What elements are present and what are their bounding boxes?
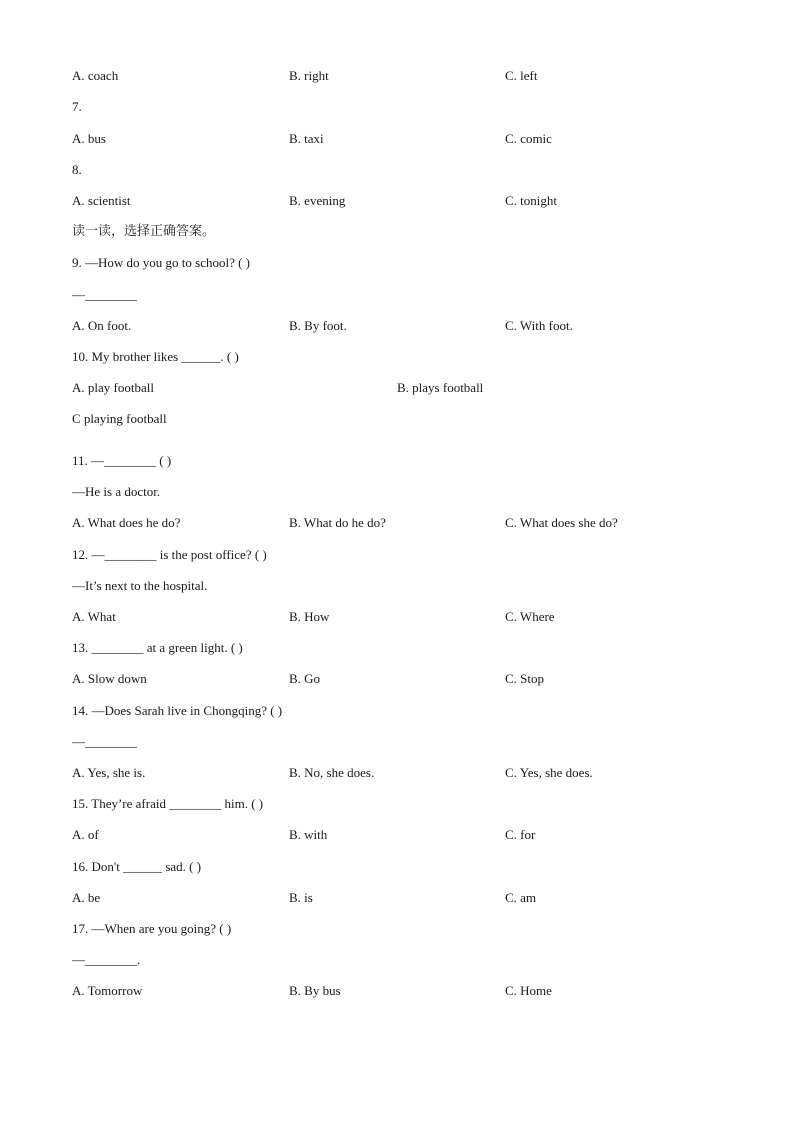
answer-option: B. right — [289, 68, 329, 83]
answer-option: C. tonight — [505, 193, 558, 208]
question-line: 16. Don't ______ sad. ( ) — [72, 859, 202, 874]
question-line: 11. —________ ( ) — [72, 453, 172, 468]
answer-option: A. scientist — [72, 193, 131, 208]
question-line: 17. —When are you going? ( ) — [72, 921, 232, 936]
answer-option: A. of — [72, 827, 99, 842]
answer-option: B. taxi — [289, 131, 324, 146]
question-line: 8. — [72, 162, 82, 177]
answer-option: A. Slow down — [72, 671, 147, 686]
answer-option: C. Stop — [505, 671, 545, 686]
question-line: —________. — [72, 952, 141, 967]
answer-option: B. Go — [289, 671, 321, 686]
answer-option: B. plays football — [397, 380, 484, 395]
answer-option: B. How — [289, 609, 330, 624]
answer-option: A. Tomorrow — [72, 983, 143, 998]
answer-option: C. for — [505, 827, 536, 842]
answer-option: B. By bus — [289, 983, 341, 998]
answer-option: A. On foot. — [72, 318, 132, 333]
question-line: 15. They’re afraid ________ him. ( ) — [72, 796, 264, 811]
answer-option: A. be — [72, 890, 101, 905]
answer-option: C. am — [505, 890, 537, 905]
question-line: 10. My brother likes ______. ( ) — [72, 349, 239, 364]
section-heading: 读一读，选择正确答案。 — [72, 224, 216, 239]
answer-option: B. with — [289, 827, 328, 842]
answer-option: A. Yes, she is. — [72, 765, 146, 780]
question-line: 9. —How do you go to school? ( ) — [72, 255, 251, 270]
answer-option: C. left — [505, 68, 538, 83]
answer-option: C. What does she do? — [505, 515, 618, 530]
question-line: 12. —________ is the post office? ( ) — [72, 547, 267, 562]
answer-option: A. play football — [72, 380, 154, 395]
question-line: 14. —Does Sarah live in Chongqing? ( ) — [72, 703, 283, 718]
answer-option: C. Home — [505, 983, 552, 998]
answer-option: C. Yes, she does. — [505, 765, 593, 780]
question-line: —________ — [72, 734, 137, 749]
answer-option: B. is — [289, 890, 313, 905]
question-line: 13. ________ at a green light. ( ) — [72, 640, 243, 655]
answer-option: B. No, she does. — [289, 765, 375, 780]
answer-option: A. coach — [72, 68, 119, 83]
question-line: —It’s next to the hospital. — [72, 578, 208, 593]
answer-option: A. What — [72, 609, 116, 624]
answer-option: B. By foot. — [289, 318, 347, 333]
answer-option: A. What does he do? — [72, 515, 181, 530]
answer-option: C. Where — [505, 609, 555, 624]
answer-option: C. comic — [505, 131, 552, 146]
answer-option: B. evening — [289, 193, 346, 208]
question-line: —________ — [72, 287, 137, 302]
question-line: C playing football — [72, 411, 167, 426]
question-line: 7. — [72, 99, 82, 114]
answer-option: B. What do he do? — [289, 515, 386, 530]
answer-option: C. With foot. — [505, 318, 573, 333]
answer-option: A. bus — [72, 131, 106, 146]
question-line: —He is a doctor. — [72, 484, 161, 499]
